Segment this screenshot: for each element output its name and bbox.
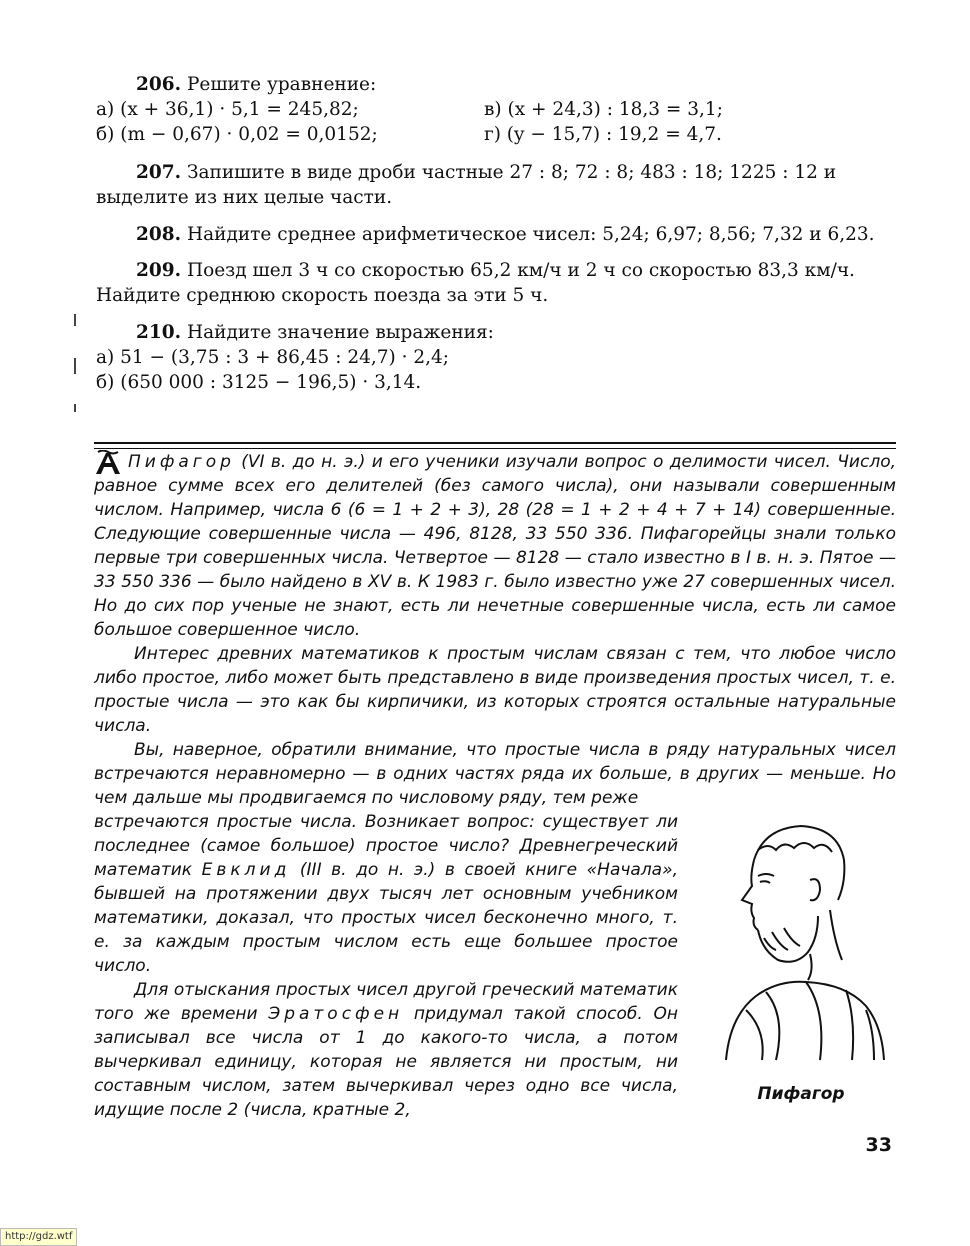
exercise-text: Запишите в виде дроби частные 27 : 8; 72 : 8; 483 : 18; 1225 : 12 и [186,162,837,183]
history-paragraph-3b-text: встречаются простые числа. Возникает вопрос: существует ли последнее (самое большое) простое число? Древнегреческий математик [94,812,678,880]
exercise-207-line1 [96,160,896,185]
exercise-title: Решите уравнение: [186,74,377,95]
margin-mark [74,404,76,412]
history-text-narrow [94,810,678,1122]
exercise-text: Найдите среднее арифметическое чисел: 5,24; 6,97; 8,56; 7,32 и 6,23. [186,224,875,245]
exercise-208 [96,222,896,247]
portrait-caption: Пифагор [757,1084,845,1104]
person-name-euclid: Евклид [201,860,291,880]
exercise-number: 210. [136,322,182,343]
equation-a: а) (x + 36,1) · 5,1 = 245,82; [96,99,359,120]
exercise-210 [96,320,896,395]
history-paragraph-1-text: (VI в. до н. э.) и его ученики изучали вопрос о делимости чисел. Число, равное сумме всех его делителей (без самого числа), они называли совершенным числом. Например, числа 6 (6 = 1 + 2 + 3), 28 (28 = 1 + 2 + 4 + 7 + 14) совершенные. Следующие совершенные числа — 496, 8128, 33 550 336. Пифагорейцы знали только первые три совершенных числа. Четвертое — 8128 — стало известно в I в. н. э. Пятое — 33 550 336 — было найдено в XV в. К 1983 г. было известно уже 27 совершенных чисел. Но до сих пор ученые не знают, есть ли нечетные совершенные числа, есть ли самое большое совершенное число. [94,452,896,640]
expression-b: б) (650 000 : 3125 − 196,5) · 3,14. [96,372,422,393]
exercise-number: 207. [136,162,182,183]
history-paragraph-3b [94,810,678,978]
exercise-209-line2: Найдите среднюю скорость поезда за эти 5 ч. [96,285,549,306]
history-paragraph-3b-text-2: (III в. до н. э.) в своей книге «Начала», бывшей на протяжении двух тысяч лет основным учебником математики, доказал, что простых чисел бесконечно много, т. е. за каждым простым числом есть еще большее простое число. [94,860,678,976]
exercise-text: Поезд шел 3 ч со скоростью 65,2 км/ч и 2 ч со скоростью 83,3 км/ч. [186,260,855,281]
section-divider [94,442,896,444]
margin-mark [74,314,76,326]
person-name-eratosthenes: Эратосфен [268,1004,404,1024]
source-watermark[interactable]: http://gdz.wtf [0,1228,77,1246]
exercise-207-line2: выделите из них целые части. [96,187,393,208]
exercise-206-heading [96,72,896,97]
exercise-207 [96,160,896,210]
equation-g: г) (y − 15,7) : 19,2 = 4,7. [484,124,722,145]
history-paragraph-1 [94,450,896,642]
exercise-number: 209. [136,260,182,281]
exercise-209 [96,258,896,308]
equation-v: в) (x + 24,3) : 18,3 = 3,1; [484,99,723,120]
equation-b: б) (m − 0,67) · 0,02 = 0,0152; [96,124,378,145]
history-paragraph-4-text: Для отыскания простых чисел другой греческий математик того же времени [94,980,678,1024]
exercise-number: 206. [136,74,182,95]
exercise-number: 208. [136,224,182,245]
expression-a: а) 51 − (3,75 : 3 + 86,45 : 24,7) · 2,4; [96,347,450,368]
section-divider-thin [94,448,896,449]
history-paragraph-4 [94,978,678,1122]
page-number: 33 [865,1134,892,1156]
history-paragraph-3: Вы, наверное, обратили внимание, что простые числа в ряду натуральных чисел встречаются неравномерно — в одних частях ряда их больше, в других — меньше. Но чем дальше мы продвигаемся по числовому ряду, тем реже [94,740,896,808]
pythagoras-portrait [706,820,896,1070]
history-paragraph-2: Интерес древних математиков к простым числам связан с тем, что любое число либо простое, либо может быть представлено в виде произведения простых чисел, т. е. простые числа — это как бы кирпичики, из которых строятся остальные натуральные числа. [94,644,896,736]
person-name-pythagoras: Пифагор [128,452,235,472]
history-paragraph-4-text-2: придумал такой способ. Он записывал все числа от 1 до какого-то числа, а потом вычеркивал единицу, которая не является ни простым, ни составным числом, затем вычеркивал через одно все числа, идущие после 2 (числа, кратные 2, [94,1004,678,1120]
exercise-title: Найдите значение выражения: [186,322,494,343]
history-text [94,450,896,810]
exercise-206 [96,72,896,147]
margin-mark [74,358,76,374]
